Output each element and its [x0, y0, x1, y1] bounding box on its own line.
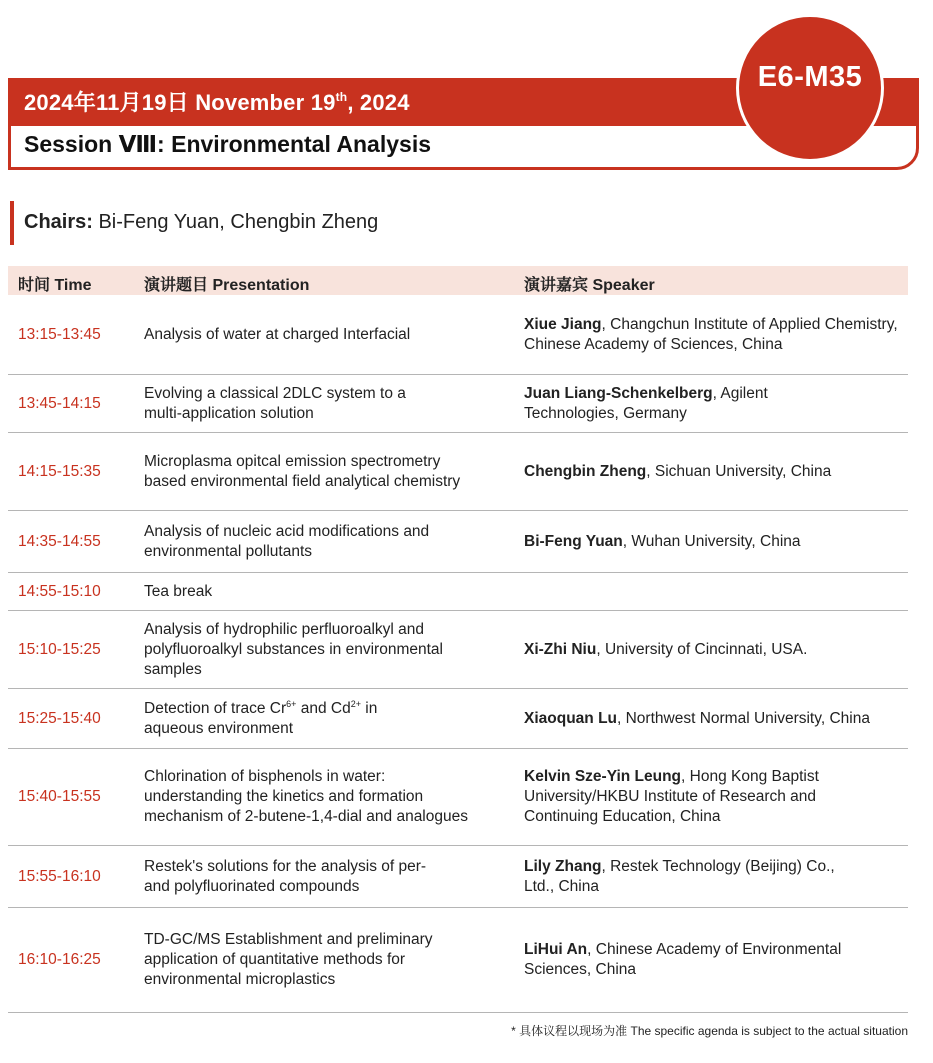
speaker-name: Juan Liang-Schenkelberg: [524, 384, 713, 402]
speaker-name: Xi-Zhi Niu: [524, 640, 597, 658]
row-presentation: Analysis of nucleic acid modifications and environmental pollutants: [144, 522, 430, 560]
row-time: 15:10-15:25: [18, 640, 101, 658]
row-presentation: TD-GC/MS Establishment and preliminary application of quantitative methods for environmental microplastics: [144, 931, 433, 988]
row-time: 16:10-16:25: [18, 951, 101, 968]
speaker-name: Xiue Jiang: [524, 315, 602, 333]
col-header-presentation: 演讲题目 Presentation: [144, 277, 310, 294]
row-time: 13:45-14:15: [18, 394, 101, 412]
row-time: 15:55-16:10: [18, 867, 101, 885]
row-time: 14:15-15:35: [18, 462, 101, 480]
session-date: 2024年11月19日 November 19th, 2024: [24, 90, 410, 115]
table-row: [8, 846, 908, 908]
row-presentation: Analysis of hydrophilic perfluoroalkyl and polyfluoroalkyl substances in environmental samples: [144, 620, 443, 678]
row-time: 15:40-15:55: [18, 788, 101, 805]
row-speaker: Xiue Jiang, Changchun Institute of Applied Chemistry, Chinese Academy of Sciences, China: [524, 315, 898, 353]
row-presentation: Microplasma opitcal emission spectrometry based environmental field analytical chemistry: [144, 452, 461, 490]
table-row: [8, 433, 908, 511]
speaker-name: Chengbin Zheng: [524, 462, 647, 480]
row-speaker: Xi-Zhi Niu, University of Cincinnati, USA.: [524, 640, 808, 658]
row-speaker: Chengbin Zheng, Sichuan University, China: [524, 462, 832, 480]
speaker-name: Lily Zhang: [524, 857, 602, 875]
row-speaker: Xiaoquan Lu, Northwest Normal University, China: [524, 709, 870, 727]
row-time: 14:35-14:55: [18, 532, 101, 550]
table-row: [8, 908, 908, 1013]
row-speaker: Kelvin Sze-Yin Leung, Hong Kong Baptist University/HKBU Institute of Research and Continuing Education, China: [524, 768, 819, 825]
agenda-footnote: * 具体议程以现场为准 The specific agenda is subject to the actual situation: [511, 1024, 908, 1038]
table-row: [8, 375, 908, 433]
row-presentation: Chlorination of bisphenols in water: understanding the kinetics and formation mechanism of 2-butene-1,4-dial and analogues: [144, 768, 468, 825]
session-code-badge: [736, 14, 884, 162]
speaker-name: Bi-Feng Yuan: [524, 532, 623, 550]
row-speaker: LiHui An, Chinese Academy of Environmental Sciences, China: [524, 941, 842, 978]
chairs-accent-bar: [10, 201, 14, 245]
table-row: [8, 573, 908, 611]
row-time: 15:25-15:40: [18, 709, 101, 727]
row-speaker: Bi-Feng Yuan, Wuhan University, China: [524, 532, 801, 550]
row-time: 13:15-13:45: [18, 325, 101, 343]
col-header-time: 时间 Time: [18, 277, 92, 294]
session-code: E6-M35: [757, 61, 863, 93]
agenda-table-header: [8, 266, 908, 295]
row-presentation: Analysis of water at charged Interfacial: [144, 325, 411, 343]
col-header-speaker: 演讲嘉宾 Speaker: [524, 277, 655, 294]
speaker-name: Kelvin Sze-Yin Leung: [524, 768, 682, 785]
table-row: [8, 295, 908, 375]
row-speaker: Juan Liang-Schenkelberg, Agilent Technologies, Germany: [524, 384, 768, 422]
table-row: [8, 511, 908, 573]
row-presentation: Tea break: [144, 582, 213, 600]
chairs-names: Bi-Feng Yuan, Chengbin Zheng: [98, 211, 379, 233]
chairs-line: [24, 211, 378, 234]
table-row: [8, 611, 908, 689]
row-presentation: Restek's solutions for the analysis of per- and polyfluorinated compounds: [144, 857, 427, 895]
row-presentation: Detection of trace $Cr^{6+}$ and $Cd^{2+}$ in aqueous environment: [144, 698, 378, 737]
row-presentation: Evolving a classical 2DLC system to a multi-application solution: [144, 384, 406, 422]
speaker-name: LiHui An: [524, 941, 588, 958]
row-time: 14:55-15:10: [18, 582, 101, 600]
speaker-name: Xiaoquan Lu: [524, 709, 617, 727]
table-row: [8, 689, 908, 749]
chairs-label: Chairs:: [24, 211, 93, 233]
row-speaker: Lily Zhang, Restek Technology (Beijing) Co., Ltd., China: [524, 857, 835, 895]
session-title: Session Ⅷ: Environmental Analysis: [24, 131, 432, 157]
table-row: [8, 749, 908, 846]
